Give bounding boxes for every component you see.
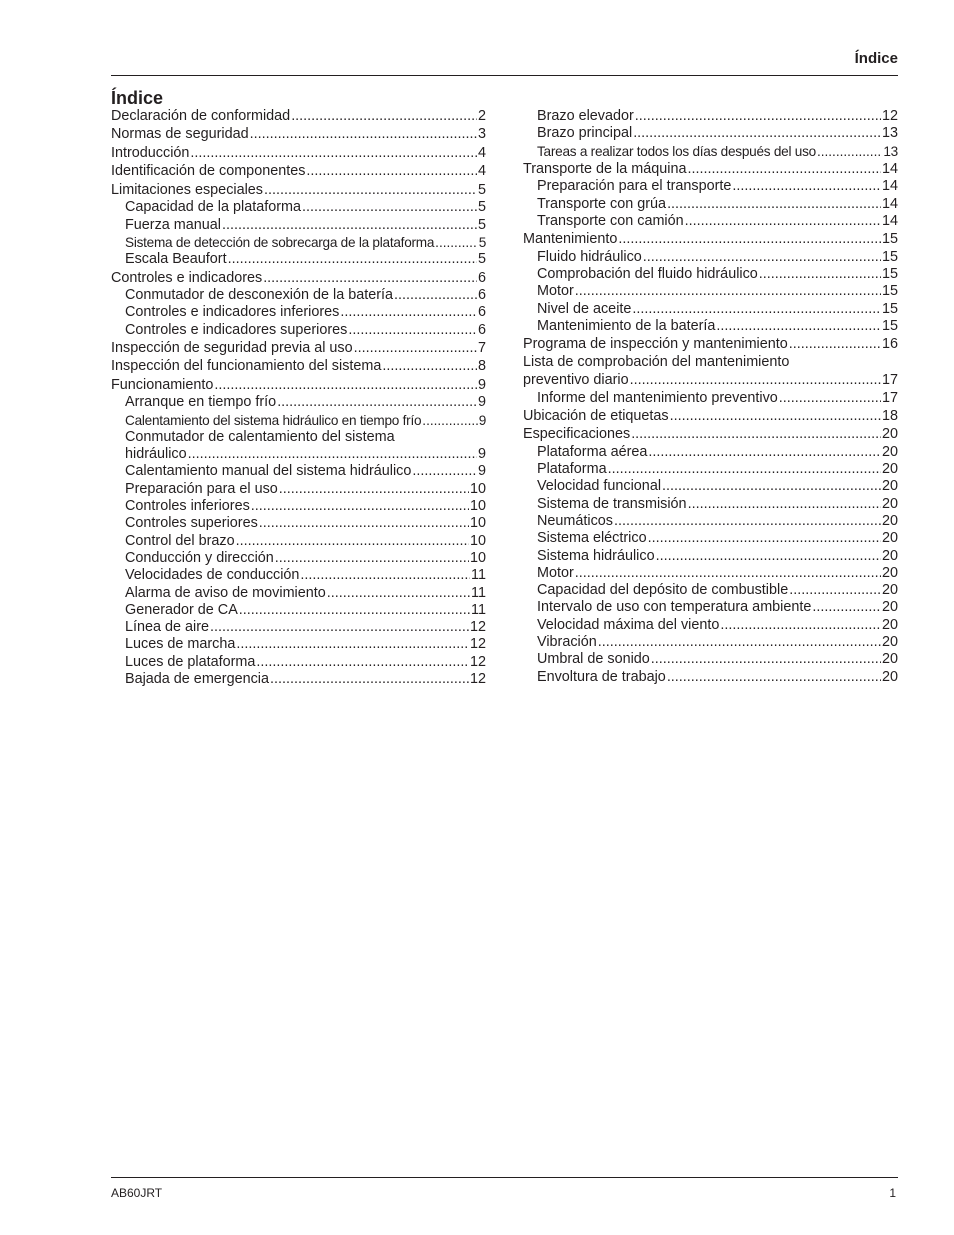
- toc-entry-title: Calentamiento del sistema hidráulico en tiempo frío: [125, 412, 422, 428]
- toc-leader-dots: [648, 530, 881, 547]
- toc-leader-dots: [633, 125, 881, 142]
- toc-right-column: [523, 108, 898, 686]
- toc-entry-title: Controles e indicadores: [111, 269, 263, 286]
- toc-entry-title: Mantenimiento: [523, 231, 618, 248]
- toc-entry-title: Declaración de conformidad: [111, 108, 291, 124]
- toc-entry[interactable]: [111, 446, 486, 463]
- toc-entry-page: 20: [881, 443, 898, 460]
- toc-entry[interactable]: [523, 565, 898, 582]
- toc-entry-title: Brazo elevador: [537, 108, 634, 124]
- toc-entry[interactable]: [523, 426, 898, 443]
- toc-entry-title: Inspección de seguridad previa al uso: [111, 339, 353, 356]
- toc-entry-title: Conmutador de desconexión de la batería: [125, 286, 394, 303]
- toc-leader-dots: [214, 377, 477, 394]
- toc-entry[interactable]: [111, 412, 486, 429]
- toc-entry-title: Funcionamiento: [111, 376, 214, 393]
- toc-entry[interactable]: [111, 163, 486, 180]
- toc-entry-title: Velocidades de conducción: [125, 567, 300, 584]
- toc-leader-dots: [662, 478, 881, 495]
- toc-entry-title: hidráulico: [125, 446, 187, 463]
- toc-entry-page: 20: [881, 651, 898, 668]
- toc-entry-title: Motor: [537, 564, 574, 581]
- toc-entry-title: Nivel de aceite: [537, 300, 632, 317]
- toc-entry-page: 9: [477, 394, 486, 411]
- toc-entry-title: Fluido hidráulico: [537, 248, 642, 265]
- toc-leader-dots: [210, 619, 469, 636]
- toc-entry-title: Conducción y dirección: [125, 549, 274, 566]
- toc-entry[interactable]: [523, 196, 898, 213]
- toc-leader-dots: [618, 231, 881, 248]
- toc-leader-dots: [685, 213, 881, 230]
- toc-leader-dots: [422, 412, 477, 429]
- toc-entry-page: 10: [469, 549, 486, 566]
- toc-entry-page: 20: [881, 616, 898, 633]
- toc-entry[interactable]: [111, 602, 486, 619]
- toc-entry-title: Capacidad de la plataforma: [125, 199, 301, 216]
- toc-leader-dots: [817, 143, 882, 160]
- toc-entry[interactable]: [523, 461, 898, 478]
- toc-entry[interactable]: [111, 394, 486, 411]
- toc-entry[interactable]: [523, 669, 898, 686]
- toc-leader-dots: [732, 178, 881, 195]
- toc-entry[interactable]: [111, 340, 486, 357]
- toc-entry[interactable]: [523, 266, 898, 283]
- toc-entry-page: 20: [881, 495, 898, 512]
- toc-entry-page: 7: [477, 339, 486, 356]
- toc-entry-title: Brazo principal: [537, 125, 633, 142]
- toc-leader-dots: [789, 582, 881, 599]
- toc-entry-page: 15: [881, 300, 898, 317]
- toc-entry-title: Generador de CA: [125, 601, 238, 618]
- toc-leader-dots: [236, 636, 469, 653]
- toc-entry[interactable]: [111, 270, 486, 287]
- toc-entry[interactable]: [523, 231, 898, 248]
- toc-leader-dots: [614, 513, 881, 530]
- toc-entry-title: Transporte de la máquina: [523, 161, 687, 178]
- toc-entry[interactable]: [523, 213, 898, 230]
- toc-leader-dots: [250, 126, 477, 143]
- toc-entry-page: 12: [469, 619, 486, 636]
- toc-entry-page: 20: [881, 599, 898, 616]
- toc-entry-page: 20: [881, 461, 898, 478]
- toc-entry-title: Velocidad máxima del viento: [537, 616, 720, 633]
- toc-leader-dots: [348, 322, 477, 339]
- toc-leader-dots: [263, 270, 477, 287]
- toc-entry-page: 17: [881, 389, 898, 406]
- toc-leader-dots: [412, 463, 477, 480]
- toc-leader-dots: [687, 161, 881, 178]
- toc-entry-title: Luces de plataforma: [125, 653, 256, 670]
- toc-leader-dots: [228, 251, 477, 268]
- toc-entry-page: 20: [881, 582, 898, 599]
- toc-entry-page: 4: [477, 144, 486, 161]
- toc-entry-title: Inspección del funcionamiento del sistema: [111, 358, 382, 375]
- footer-model: AB60JRT: [111, 1186, 163, 1200]
- toc-leader-dots: [354, 340, 477, 357]
- toc-entry[interactable]: [523, 651, 898, 668]
- toc-entry-page: 14: [881, 212, 898, 229]
- toc-entry-page: 5: [477, 181, 486, 198]
- toc-entry-page: 6: [477, 286, 486, 303]
- toc-entry-page: 13: [881, 125, 898, 142]
- toc-left-column: [111, 108, 486, 688]
- toc-entry-title: Calentamiento manual del sistema hidráulico: [125, 463, 412, 480]
- toc-entry-title: Arranque en tiempo frío: [125, 394, 277, 411]
- toc-entry[interactable]: [523, 143, 898, 160]
- toc-entry-title: Identificación de componentes: [111, 163, 306, 180]
- toc-entry-title: Sistema hidráulico: [537, 547, 655, 564]
- toc-entry-title: Controles e indicadores superiores: [125, 321, 348, 338]
- toc-entry-page: 9: [478, 412, 486, 428]
- toc-entry-page: 6: [477, 321, 486, 338]
- toc-entry[interactable]: [111, 654, 486, 671]
- toc-leader-dots: [632, 301, 881, 318]
- toc-entry[interactable]: [523, 530, 898, 547]
- toc-leader-dots: [651, 651, 881, 668]
- toc-entry-page: 20: [881, 530, 898, 547]
- toc-leader-dots: [279, 481, 469, 498]
- toc-leader-dots: [382, 358, 477, 375]
- toc-entry-page: 20: [881, 478, 898, 495]
- toc-entry[interactable]: [523, 408, 898, 425]
- toc-entry-page: 5: [478, 234, 486, 250]
- toc-entry[interactable]: [523, 161, 898, 178]
- toc-leader-dots: [779, 390, 881, 407]
- toc-leader-dots: [631, 426, 881, 443]
- toc-entry-page: 15: [881, 283, 898, 300]
- toc-entry[interactable]: [111, 498, 486, 515]
- toc-entry[interactable]: [523, 318, 898, 335]
- header-rule: [111, 75, 898, 76]
- toc-entry[interactable]: [523, 108, 898, 125]
- toc-leader-dots: [222, 217, 477, 234]
- toc-entry[interactable]: [111, 304, 486, 321]
- toc-entry[interactable]: [523, 634, 898, 651]
- toc-entry-title: Velocidad funcional: [537, 478, 662, 495]
- toc-leader-dots: [264, 182, 477, 199]
- toc-entry-page: 10: [469, 480, 486, 497]
- toc-entry-page: 6: [477, 304, 486, 321]
- toc-entry-page: 20: [881, 564, 898, 581]
- toc-entry[interactable]: Conmutador de calentamiento del sistema: [125, 428, 395, 445]
- toc-title: Índice: [111, 88, 164, 108]
- toc-entry-page: 17: [881, 372, 898, 389]
- toc-entry-page: 20: [881, 634, 898, 651]
- toc-entry-page: 20: [881, 668, 898, 685]
- toc-entry-title: Ubicación de etiquetas: [523, 407, 669, 424]
- toc-entry-page: 4: [477, 163, 486, 180]
- toc-entry-page: 13: [883, 143, 898, 159]
- toc-entry-title: Luces de marcha: [125, 636, 236, 653]
- toc-entry-title: Alarma de aviso de movimiento: [125, 584, 326, 601]
- toc-entry[interactable]: [111, 145, 486, 162]
- toc-entry[interactable]: [111, 182, 486, 199]
- toc-entry-title: Vibración: [537, 634, 597, 651]
- toc-entry[interactable]: [523, 372, 898, 389]
- toc-entry[interactable]: [111, 217, 486, 234]
- toc-entry-title: Controles superiores: [125, 515, 258, 532]
- toc-entry[interactable]: [111, 463, 486, 480]
- toc-entry-page: 9: [477, 446, 486, 463]
- toc-leader-dots: [720, 617, 881, 634]
- toc-entry[interactable]: [523, 178, 898, 195]
- toc-leader-dots: [259, 515, 469, 532]
- toc-entry-page: 5: [477, 251, 486, 268]
- toc-entry-page: 20: [881, 512, 898, 529]
- toc-entry[interactable]: [111, 515, 486, 532]
- toc-entry-title: Limitaciones especiales: [111, 181, 263, 198]
- toc-leader-dots: [670, 408, 881, 425]
- toc-entry-title: Normas de seguridad: [111, 126, 249, 143]
- toc-entry-page: 12: [469, 671, 486, 687]
- toc-entry-title: Programa de inspección y mantenimiento: [523, 336, 788, 353]
- toc-entry-title: Tareas a realizar todos los días después del uso: [537, 143, 816, 159]
- toc-entry-page: 5: [477, 216, 486, 233]
- toc-entry-page: 15: [881, 231, 898, 248]
- toc-entry[interactable]: [111, 619, 486, 636]
- toc-entry-page: 18: [881, 407, 898, 424]
- toc-entry[interactable]: [523, 599, 898, 616]
- toc-leader-dots: [575, 565, 881, 582]
- toc-entry[interactable]: [523, 496, 898, 513]
- toc-entry[interactable]: [111, 377, 486, 394]
- toc-entry-title: Mantenimiento de la batería: [537, 317, 716, 334]
- toc-entry-title: Plataforma: [537, 461, 607, 478]
- toc-leader-dots: [239, 602, 470, 619]
- toc-entry[interactable]: [111, 671, 486, 688]
- footer-page-number: 1: [889, 1186, 896, 1200]
- toc-leader-dots: [635, 108, 881, 125]
- toc-entry-title: Fuerza manual: [125, 216, 221, 233]
- toc-entry-page: 12: [469, 653, 486, 670]
- toc-entry-title: Comprobación del fluido hidráulico: [537, 266, 758, 283]
- toc-entry-title: Control del brazo: [125, 532, 235, 549]
- toc-leader-dots: [435, 234, 478, 251]
- toc-entry[interactable]: [523, 478, 898, 495]
- toc-leader-dots: [789, 336, 881, 353]
- toc-entry-page: 9: [477, 463, 486, 480]
- toc-entry-title: Capacidad del depósito de combustible: [537, 582, 789, 599]
- toc-entry[interactable]: [523, 513, 898, 530]
- toc-entry-title: Controles e indicadores inferiores: [125, 304, 340, 321]
- toc-leader-dots: [688, 496, 881, 513]
- toc-entry-page: 10: [469, 532, 486, 549]
- toc-leader-dots: [236, 533, 469, 550]
- toc-leader-dots: [812, 599, 881, 616]
- toc-leader-dots: [327, 585, 470, 602]
- toc-entry[interactable]: [523, 444, 898, 461]
- toc-entry[interactable]: [111, 533, 486, 550]
- toc-leader-dots: [291, 108, 477, 125]
- toc-leader-dots: [648, 444, 881, 461]
- toc-entry[interactable]: [523, 582, 898, 599]
- toc-entry-page: 15: [881, 248, 898, 265]
- toc-entry-title: Plataforma aérea: [537, 443, 648, 460]
- toc-leader-dots: [256, 654, 469, 671]
- toc-entry-page: 15: [881, 266, 898, 283]
- toc-entry-page: 16: [881, 336, 898, 353]
- toc-entry-page: 8: [477, 358, 486, 375]
- toc-entry-title: Transporte con camión: [537, 212, 684, 229]
- toc-entry-page: 11: [471, 567, 486, 584]
- toc-entry-title: Escala Beaufort: [125, 251, 227, 268]
- toc-leader-dots: [667, 196, 881, 213]
- toc-entry-title: preventivo diario: [523, 372, 629, 389]
- toc-entry-title: Sistema de detección de sobrecarga de la plataforma: [125, 234, 435, 250]
- toc-entry-page: 6: [477, 269, 486, 286]
- toc-entry-title: Controles inferiores: [125, 498, 250, 515]
- toc-entry[interactable]: [111, 636, 486, 653]
- toc-entry[interactable]: [111, 585, 486, 602]
- toc-entry-page: 2: [477, 108, 486, 124]
- toc-leader-dots: [667, 669, 881, 686]
- toc-entry-title: Bajada de emergencia: [125, 671, 270, 687]
- toc-entry-title: Informe del mantenimiento preventivo: [537, 389, 778, 406]
- toc-leader-dots: [188, 446, 477, 463]
- toc-entry-page: 3: [477, 126, 486, 143]
- toc-entry-title: Motor: [537, 283, 574, 300]
- toc-entry-page: 20: [881, 547, 898, 564]
- toc-entry-page: 9: [477, 376, 486, 393]
- toc-entry-title: Envoltura de trabajo: [537, 668, 666, 685]
- toc-entry-page: 14: [881, 195, 898, 212]
- toc-entry[interactable]: [523, 249, 898, 266]
- toc-entry-page: 11: [471, 601, 486, 618]
- toc-entry[interactable]: [523, 390, 898, 407]
- toc-leader-dots: [190, 145, 477, 162]
- toc-leader-dots: [275, 550, 469, 567]
- toc-leader-dots: [277, 394, 477, 411]
- toc-entry-title: Intervalo de uso con temperatura ambiente: [537, 599, 812, 616]
- toc-leader-dots: [300, 567, 470, 584]
- toc-entry[interactable]: [111, 481, 486, 498]
- toc-entry[interactable]: [523, 336, 898, 353]
- toc-entry-title: Transporte con grúa: [537, 195, 667, 212]
- toc-entry[interactable]: [111, 358, 486, 375]
- toc-entry-title: Sistema eléctrico: [537, 530, 647, 547]
- toc-entry-title: Neumáticos: [537, 512, 613, 529]
- toc-leader-dots: [643, 249, 881, 266]
- toc-entry[interactable]: [111, 567, 486, 584]
- running-header: Índice: [854, 50, 898, 67]
- toc-leader-dots: [630, 372, 881, 389]
- toc-leader-dots: [716, 318, 881, 335]
- toc-entry[interactable]: [111, 108, 486, 125]
- toc-entry[interactable]: [111, 550, 486, 567]
- toc-entry-title: Especificaciones: [523, 426, 631, 443]
- toc-entry[interactable]: [523, 301, 898, 318]
- toc-leader-dots: [608, 461, 881, 478]
- toc-entry-page: 10: [469, 515, 486, 532]
- toc-entry-page: 20: [881, 426, 898, 443]
- footer-rule: [111, 1177, 898, 1178]
- toc-entry-page: 10: [469, 498, 486, 515]
- toc-leader-dots: [340, 304, 477, 321]
- toc-entry-page: 5: [477, 199, 486, 216]
- toc-entry[interactable]: Lista de comprobación del mantenimiento: [523, 353, 790, 370]
- toc-leader-dots: [306, 163, 477, 180]
- toc-entry-title: Preparación para el transporte: [537, 178, 732, 195]
- toc-entry[interactable]: [111, 234, 486, 251]
- toc-entry-page: 12: [469, 636, 486, 653]
- toc-entry-page: 15: [881, 317, 898, 334]
- toc-entry-title: Línea de aire: [125, 619, 210, 636]
- toc-entry-title: Sistema de transmisión: [537, 495, 687, 512]
- toc-entry[interactable]: [111, 126, 486, 143]
- toc-leader-dots: [575, 283, 881, 300]
- toc-entry-title: Preparación para el uso: [125, 480, 278, 497]
- toc-leader-dots: [394, 287, 477, 304]
- toc-leader-dots: [302, 199, 477, 216]
- toc-entry[interactable]: [111, 199, 486, 216]
- toc-entry-page: 14: [881, 161, 898, 178]
- toc-entry-page: 14: [881, 178, 898, 195]
- toc-entry[interactable]: [111, 287, 486, 304]
- toc-leader-dots: [598, 634, 881, 651]
- toc-entry-page: 11: [471, 584, 486, 601]
- toc-entry[interactable]: [111, 251, 486, 268]
- toc-leader-dots: [759, 266, 881, 283]
- toc-entry[interactable]: [523, 617, 898, 634]
- toc-leader-dots: [656, 548, 881, 565]
- toc-entry[interactable]: [523, 125, 898, 142]
- toc-leader-dots: [251, 498, 469, 515]
- toc-entry-page: 12: [881, 108, 898, 124]
- toc-entry[interactable]: [523, 548, 898, 565]
- toc-entry-title: Introducción: [111, 144, 190, 161]
- toc-entry-title: Umbral de sonido: [537, 651, 650, 668]
- toc-leader-dots: [270, 671, 469, 688]
- toc-entry[interactable]: [111, 322, 486, 339]
- toc-entry[interactable]: [523, 283, 898, 300]
